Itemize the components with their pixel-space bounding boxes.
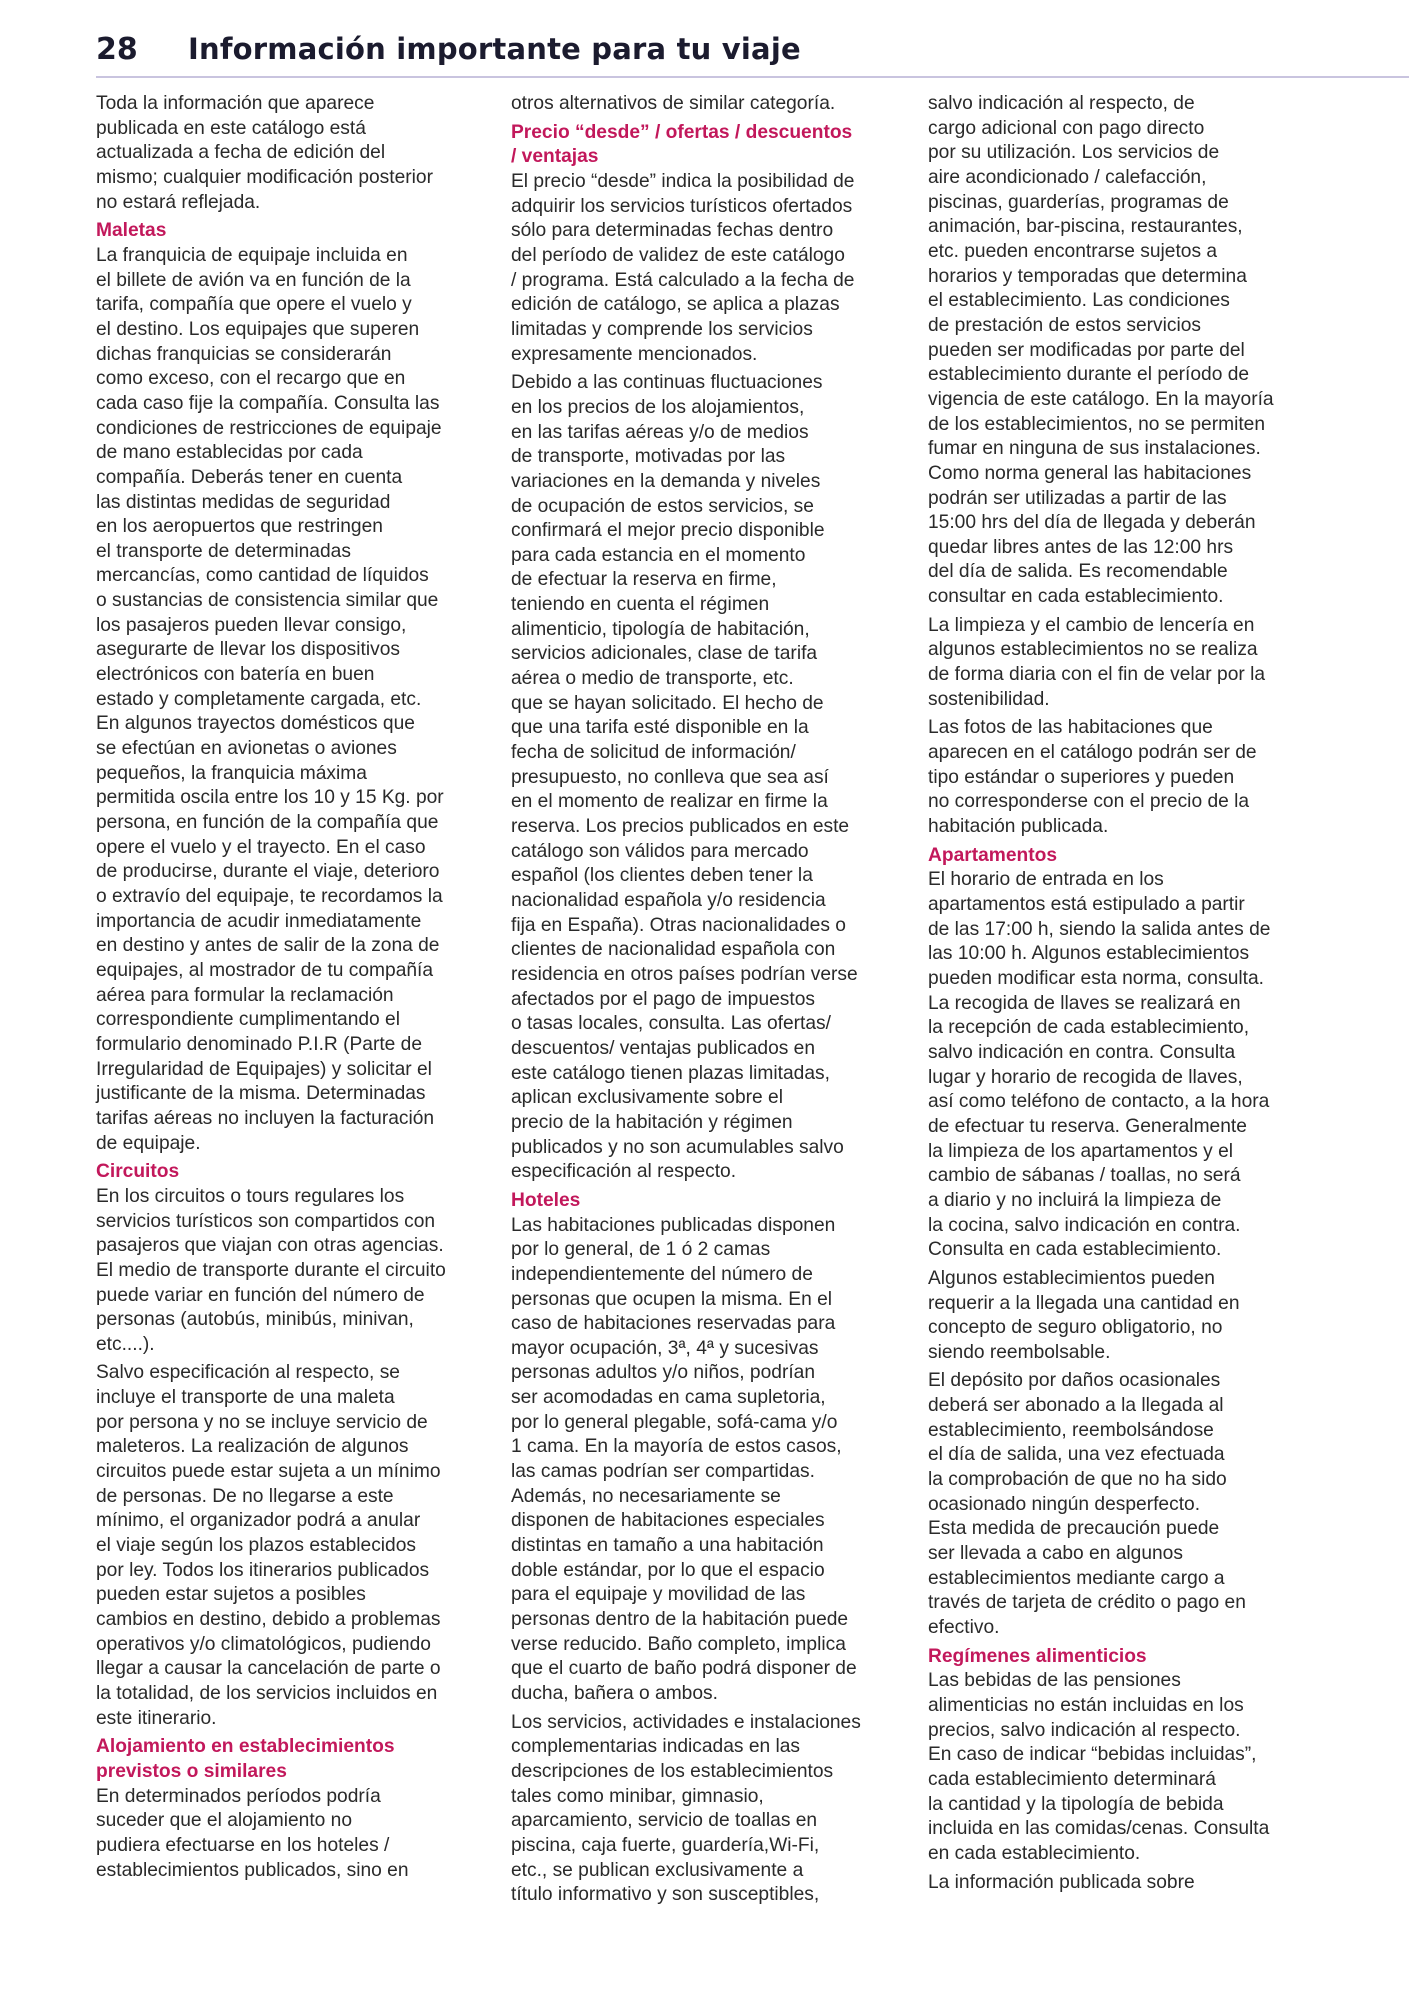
apartamentos-paragraph-3: El depósito por daños ocasionales deberá ser abonado a la llegada al establecimiento, reembolsándose el día de salida, una vez efectuada la comprobación de que no ha sido ocasionado ningún desperfecto. Esta medida de precaución puede ser llevada a cabo en algunos establecimientos mediante cargo a través de tarjeta de crédito o pago en efectivo.	[928, 1370, 1246, 1639]
apartamentos-paragraph-2: Algunos establecimientos pueden requerir a la llegada una cantidad en concepto de seguro obligatorio, no siendo reembolsable.	[928, 1267, 1240, 1363]
circuitos-paragraph-1: En los circuitos o tours regulares los servicios turísticos son compartidos con pasajeros que viajan con otras agencias. El medio de transporte durante el circuito puede variar en función del número de personas (autobús, minibús, minivan, etc....).	[96, 1185, 446, 1355]
circuitos-paragraph-2: Salvo especificación al respecto, se incluye el transporte de una maleta por persona y no se incluye servicio de maleteros. La realización de algunos circuitos puede estar sujeta a un mínimo de personas. De no llegarse a este mínimo, el organizador podrá a anular el viaje según los plazos establecidos por ley. Todos los itinerarios publicados pueden estar sujetos a posibles cambios en destino, debido a problemas operativos y/o climatológicos, pudiendo llegar a causar la cancelación de parte o la totalidad, de los servicios incluidos en este itinerario.	[96, 1362, 441, 1729]
hoteles-paragraph-2: Los servicios, actividades e instalaciones complementarias indicadas en las descripciones de los establecimientos tales como minibar, gimnasio, aparcamiento, servicio de toallas en piscina, caja fuerte, guardería,Wi-Fi, etc., se publican exclusivamente a título informativo y son susceptibles,	[511, 1711, 861, 1906]
text-column-3	[928, 92, 1322, 1899]
fotos-paragraph: Las fotos de las habitaciones que aparecen en el catálogo podrán ser de tipo estándar o superiores y pueden no corresponderse con el precio de la habitación publicada.	[928, 717, 1257, 838]
section-heading-apartamentos: Apartamentos	[928, 844, 1058, 866]
page-number: 28	[96, 32, 138, 67]
precio-paragraph-1: El precio “desde” indica la posibilidad de adquirir los servicios turísticos ofertados sólo para determinadas fechas dentro del período de validez de este catálogo / programa. Está calculado a la fecha de edición de catálogo, se aplica a plazas limitadas y comprende los servicios expresamente mencionados.	[511, 170, 855, 365]
section-heading-maletas: Maletas	[96, 220, 167, 242]
section-heading-alojamiento: Alojamiento en establecimientos previstos o similares	[96, 1736, 395, 1782]
alojamiento-paragraph: En determinados períodos podría suceder que el alojamiento no pudiera efectuarse en los hoteles / establecimientos publicados, sino en	[96, 1785, 409, 1881]
section-heading-precio: Precio “desde” / ofertas / descuentos / ventajas	[511, 121, 853, 168]
hoteles-continuation: salvo indicación al respecto, de cargo adicional con pago directo por su utilización. Los servicios de aire acondicionado / calefacción, piscinas, guarderías, programas de animación, bar-piscina, restaurantes, etc. pueden encontrarse sujetos a horarios y temporadas que determina el establecimiento. Las condiciones de prestación de estos servicios pueden ser modificadas por parte del establecimiento durante el período de vigencia de este catálogo. En la mayoría de los establecimientos, no se permiten fumar en ninguna de sus instalaciones. Como norma general las habitaciones podrán ser utilizadas a partir de las 15:00 hrs del día de llegada y deberán quedar libres antes de las 12:00 hrs del día de salida. Es recomendable consultar en cada establecimiento.	[928, 93, 1274, 608]
section-heading-hoteles: Hoteles	[511, 1189, 581, 1211]
alojamiento-continuation: otros alternativos de similar categoría.	[511, 93, 836, 114]
page-title: Información importante para tu viaje	[188, 32, 801, 66]
text-column-2	[511, 92, 905, 1912]
maletas-paragraph: La franquicia de equipaje incluida en el billete de avión va en función de la tarifa, compañía que opere el vuelo y el destino. Los equipajes que superen dichas franquicias se considerarán como exceso, con el recargo que en cada caso fije la compañía. Consulta las condiciones de restricciones de equipaje de mano establecidas por cada compañía. Deberás tener en cuenta las distintas medidas de seguridad en los aeropuertos que restringen el transporte de determinadas mercancías, como cantidad de líquidos o sustancias de consistencia similar que los pasajeros pueden llevar consigo, asegurarte de llevar los dispositivos electrónicos con batería en buen estado y completamente cargada, etc. En algunos trayectos domésticos que se efectúan en avionetas o aviones pequeños, la franquicia máxima permitida oscila entre los 10 y 15 Kg. por persona, en función de la compañía que opere el vuelo y el trayecto. En el caso de producirse, durante el viaje, deterioro o extravío del equipaje, te recordamos la importancia de acudir inmediatamente en destino y antes de salir de la zona de equipajes, al mostrador de tu compañía aérea para formular la reclamación correspondiente cumplimentando el formulario denominado P.I.R (Parte de Irregularidad de Equipajes) y solicitar el justificante de la misma. Determinadas tarifas aéreas no incluyen la facturación de equipaje.	[96, 244, 444, 1154]
limpieza-paragraph: La limpieza y el cambio de lencería en algunos establecimientos no se realiza de forma diaria con el fin de velar por la sostenibilidad.	[928, 614, 1266, 710]
intro-paragraph: Toda la información que aparece publicada en este catálogo está actualizada a fecha de edición del mismo; cualquier modificación posterior no estará reflejada.	[96, 93, 433, 213]
section-heading-regimenes: Regímenes alimenticios	[928, 1645, 1147, 1667]
hoteles-paragraph-1: Las habitaciones publicadas disponen por lo general, de 1 ó 2 camas independientemente del número de personas que ocupen la misma. En el caso de habitaciones reservadas para mayor ocupación, 3ª, 4ª y sucesivas personas adultos y/o niños, podrían ser acomodadas en cama supletoria, por lo general plegable, sofá-cama y/o 1 cama. En la mayoría de estos casos, las camas podrían ser compartidas. Además, no necesariamente se disponen de habitaciones especiales distintas en tamaño a una habitación doble estándar, por lo que el espacio para el equipaje y movilidad de las personas dentro de la habitación puede verse reducido. Baño completo, implica que el cuarto de baño podrá disponer de ducha, bañera o ambos.	[511, 1214, 857, 1704]
page-header	[96, 32, 1409, 78]
apartamentos-paragraph-1: El horario de entrada en los apartamentos está estipulado a partir de las 17:00 h, siendo la salida antes de las 10:00 h. Algunos establecimientos pueden modificar esta norma, consulta. La recogida de llaves se realizará en la recepción de cada establecimiento, salvo indicación en contra. Consulta lugar y horario de recogida de llaves, así como teléfono de contacto, a la hora de efectuar tu reserva. Generalmente la limpieza de los apartamentos y el cambio de sábanas / toallas, no será a diario y no incluirá la limpieza de la cocina, salvo indicación en contra. Consulta en cada establecimiento.	[928, 869, 1271, 1261]
section-heading-circuitos: Circuitos	[96, 1161, 180, 1183]
regimenes-paragraph-2: La información publicada sobre	[928, 1871, 1195, 1893]
regimenes-paragraph-1: Las bebidas de las pensiones alimenticias no están incluidas en los precios, salvo indicación al respecto. En caso de indicar “bebidas incluidas”, cada establecimiento determinará la cantidad y la tipología de bebida incluida en las comidas/cenas. Consulta en cada establecimiento.	[928, 1670, 1270, 1864]
text-column-1	[96, 92, 490, 1887]
precio-paragraph-2: Debido a las continuas fluctuaciones en los precios de los alojamientos, en las tarifas aéreas y/o de medios de transporte, motivadas por las variaciones en la demanda y niveles de ocupación de estos servicios, se confirmará el mejor precio disponible para cada estancia en el momento de efectuar la reserva en firme, teniendo en cuenta el régimen alimenticio, tipología de habitación, servicios adicionales, clase de tarifa aérea o medio de transporte, etc. que se hayan solicitado. El hecho de que una tarifa esté disponible en la fecha de solicitud de información/ presupuesto, no conlleva que sea así en el momento de realizar en firme la reserva. Los precios publicados en este catálogo son válidos para mercado español (los clientes deben tener la nacionalidad española y/o residencia fija en España). Otras nacionalidades o clientes de nacionalidad española con residencia en otros países podrían verse afectados por el pago de impuestos o tasas locales, consulta. Las ofertas/ descuentos/ ventajas publicados en este catálogo tienen plazas limitadas, aplican exclusivamente sobre el precio de la habitación y régimen publicados y no son acumulables salvo especificación al respecto.	[511, 372, 858, 1183]
